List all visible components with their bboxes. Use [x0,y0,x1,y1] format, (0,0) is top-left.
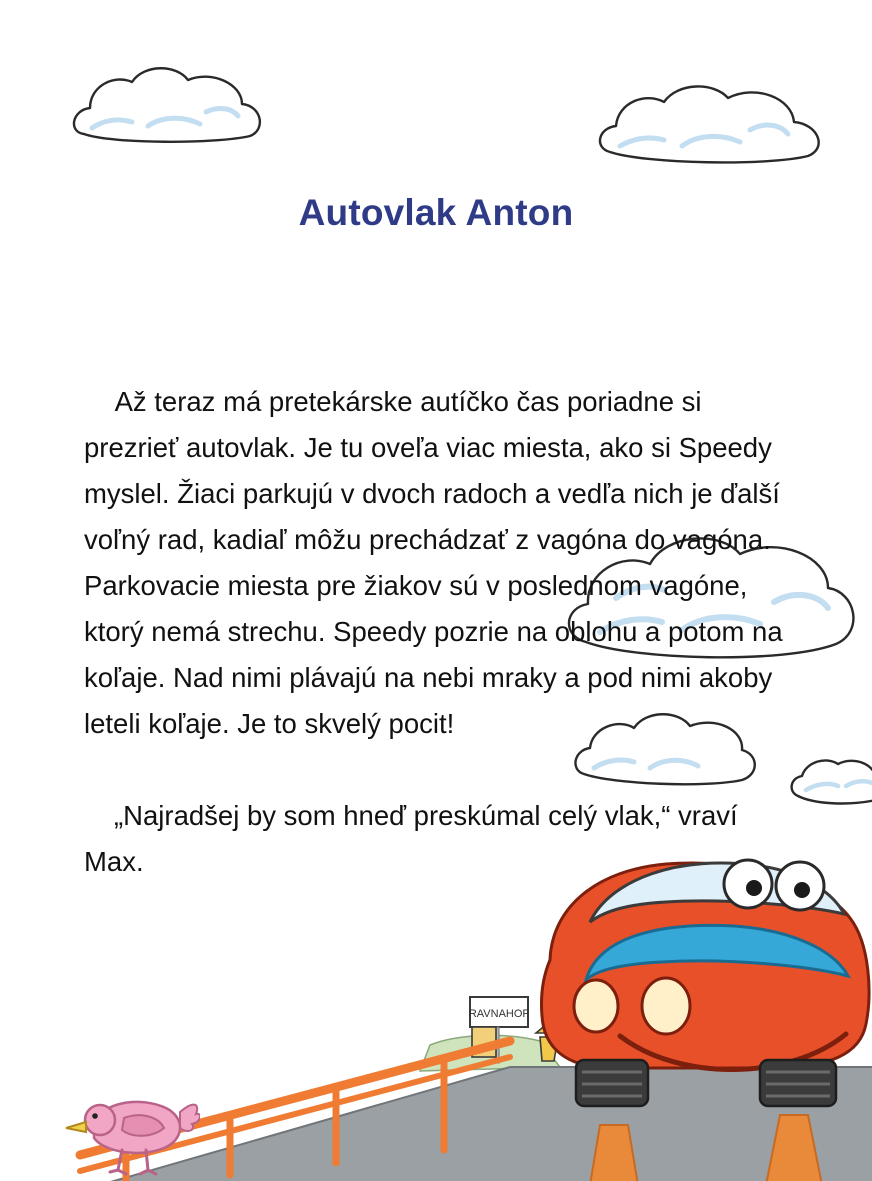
race-car-illustration [430,810,872,1110]
story-paragraph-1: Až teraz má pretekárske autíčko čas poriadne si prezrieť autovlak. Je tu oveľa viac miesta, ako si Speedy myslel. Žiaci parkujú v dvoch radoch a vedľa nich je ďalší voľný rad, kadiaľ môžu prechádzať z vagóna do vagóna. Parkovacie miesta pre žiakov sú v poslednom vagóne, ktorý nemá strechu. Speedy pozrie na oblohu a potom na koľaje. Nad nimi plávajú na nebi mraky a pod nimi akoby leteli koľaje. Je to skvelý pocit! [84,386,791,739]
cloud-top-left-icon [66,62,276,157]
story-paragraph-2: „Najradšej by som hneď preskúmal celý vlak,“ vraví Max. [84,800,746,877]
cloud-edge-right-icon [788,752,872,812]
page-title: Autovlak Anton [298,192,574,233]
bird-illustration [60,1078,200,1178]
cloud-top-right-icon [590,78,842,176]
svg-text:RAVNAHOF: RAVNAHOF [468,1008,530,1020]
